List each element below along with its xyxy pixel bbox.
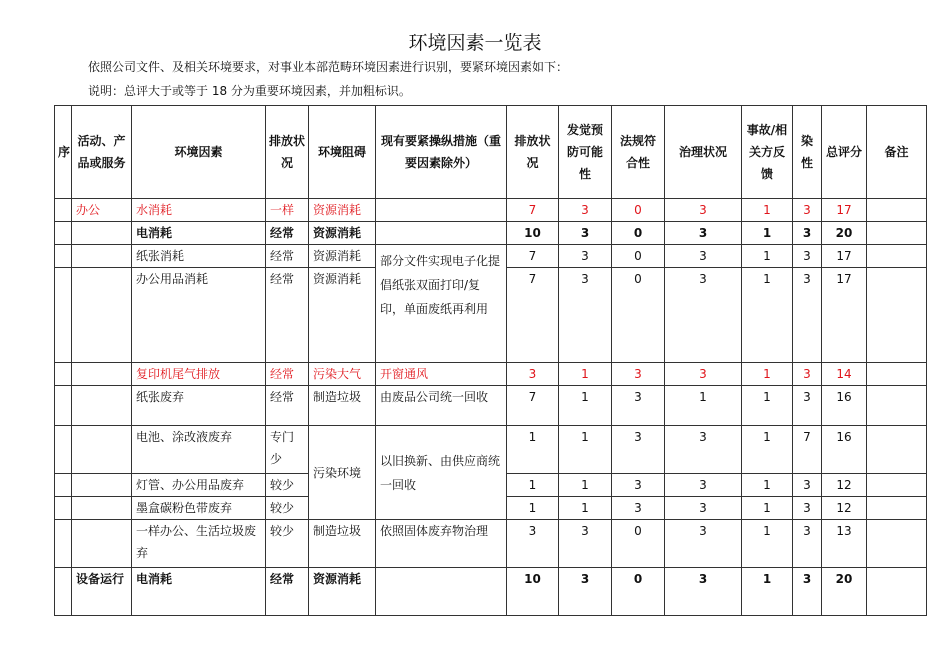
factor-cell: 电消耗 [132, 568, 266, 616]
score-cell: 20 [822, 222, 867, 245]
score-cell: 1 [559, 474, 612, 497]
score-cell: 10 [507, 568, 559, 616]
score-cell: 20 [822, 568, 867, 616]
score-cell: 3 [612, 363, 665, 386]
score-cell: 7 [507, 245, 559, 268]
impact-cell: 制造垃圾 [309, 520, 376, 568]
seq-cell [55, 245, 72, 268]
activity-cell [72, 386, 132, 426]
measure-cell [376, 568, 507, 616]
header-factor: 环境因素 [132, 106, 266, 199]
score-cell: 1 [742, 474, 793, 497]
score-cell: 1 [559, 363, 612, 386]
impact-cell: 污染大气 [309, 363, 376, 386]
header-measures: 现有要紧操纵措施（重要因素除外） [376, 106, 507, 199]
score-cell: 3 [559, 199, 612, 222]
score-cell: 1 [559, 497, 612, 520]
score-cell: 3 [793, 199, 822, 222]
factor-cell: 墨盒碳粉色带废弃 [132, 497, 266, 520]
activity-cell [72, 268, 132, 363]
score-cell: 3 [665, 199, 742, 222]
activity-cell [72, 222, 132, 245]
impact-cell: 制造垃圾 [309, 386, 376, 426]
factor-cell: 一样办公、生活垃圾废弃 [132, 520, 266, 568]
score-cell: 7 [793, 426, 822, 474]
table-row [55, 520, 927, 568]
score-cell: 3 [793, 222, 822, 245]
note-cell [867, 474, 927, 497]
score-cell: 17 [822, 245, 867, 268]
emission-cell: 经常 [266, 568, 309, 616]
activity-cell [72, 474, 132, 497]
measure-cell: 以旧换新、由供应商统一回收 [376, 426, 507, 520]
score-cell: 3 [559, 520, 612, 568]
factor-cell: 纸张消耗 [132, 245, 266, 268]
table-row [55, 386, 927, 426]
activity-cell [72, 426, 132, 474]
seq-cell [55, 222, 72, 245]
header-emission: 排放状况 [266, 106, 309, 199]
score-cell: 1 [742, 497, 793, 520]
note-cell [867, 268, 927, 363]
measure-cell [376, 199, 507, 222]
header-row [55, 106, 927, 199]
score-cell: 1 [559, 386, 612, 426]
header-note: 备注 [867, 106, 927, 199]
score-cell: 3 [665, 245, 742, 268]
activity-cell: 办公 [72, 199, 132, 222]
seq-cell [55, 268, 72, 363]
impact-cell: 资源消耗 [309, 568, 376, 616]
activity-cell [72, 363, 132, 386]
table-row [55, 568, 927, 616]
seq-cell [55, 386, 72, 426]
factor-cell: 电池、涂改液废弃 [132, 426, 266, 474]
score-cell: 3 [793, 386, 822, 426]
seq-cell [55, 199, 72, 222]
header-govern: 治理状况 [665, 106, 742, 199]
factor-cell: 复印机尾气排放 [132, 363, 266, 386]
score-cell: 1 [507, 474, 559, 497]
score-cell: 1 [742, 426, 793, 474]
note-cell [867, 199, 927, 222]
factor-cell: 水消耗 [132, 199, 266, 222]
note-cell [867, 363, 927, 386]
score-cell: 3 [612, 386, 665, 426]
activity-cell [72, 497, 132, 520]
header-emission-state: 排放状况 [507, 106, 559, 199]
score-cell: 1 [742, 386, 793, 426]
score-cell: 3 [665, 222, 742, 245]
table-row [55, 426, 927, 474]
note-cell [867, 497, 927, 520]
score-cell: 3 [612, 497, 665, 520]
score-cell: 0 [612, 222, 665, 245]
emission-cell: 经常 [266, 222, 309, 245]
score-cell: 3 [793, 268, 822, 363]
activity-cell: 设备运行 [72, 568, 132, 616]
activity-cell [72, 245, 132, 268]
emission-cell: 经常 [266, 363, 309, 386]
score-cell: 1 [742, 199, 793, 222]
score-cell: 3 [665, 497, 742, 520]
emission-cell: 经常 [266, 268, 309, 363]
score-cell: 0 [612, 199, 665, 222]
emission-cell: 专门少 [266, 426, 309, 474]
header-total: 总评分 [822, 106, 867, 199]
score-cell: 3 [559, 245, 612, 268]
emission-cell: 较少 [266, 497, 309, 520]
score-cell: 1 [742, 268, 793, 363]
score-cell: 3 [559, 268, 612, 363]
score-cell: 3 [612, 426, 665, 474]
score-cell: 3 [559, 568, 612, 616]
measure-cell: 依照固体废弃物治理 [376, 520, 507, 568]
seq-cell [55, 363, 72, 386]
score-cell: 7 [507, 199, 559, 222]
score-cell: 17 [822, 268, 867, 363]
note-cell [867, 222, 927, 245]
score-cell: 3 [793, 474, 822, 497]
page-title: 环境因素一览表 [408, 32, 542, 54]
score-cell: 3 [793, 568, 822, 616]
score-cell: 13 [822, 520, 867, 568]
measure-cell: 由废品公司统一回收 [376, 386, 507, 426]
score-cell: 12 [822, 497, 867, 520]
score-cell: 1 [742, 568, 793, 616]
score-cell: 3 [665, 426, 742, 474]
emission-cell: 较少 [266, 474, 309, 497]
score-cell: 3 [665, 520, 742, 568]
score-cell: 3 [793, 245, 822, 268]
score-cell: 1 [742, 363, 793, 386]
seq-cell [55, 497, 72, 520]
measure-cell: 部分文件实现电子化提倡纸张双面打印/复印，单面废纸再利用 [376, 245, 507, 363]
score-cell: 0 [612, 268, 665, 363]
impact-cell: 资源消耗 [309, 199, 376, 222]
note-text: 说明：总评大于或等于 18 分为重要环境因素，并加粗标识。 [88, 84, 411, 98]
environment-factor-table [54, 105, 927, 616]
seq-cell [55, 474, 72, 497]
emission-cell: 经常 [266, 386, 309, 426]
emission-cell: 经常 [266, 245, 309, 268]
score-cell: 1 [507, 497, 559, 520]
note-cell [867, 426, 927, 474]
header-accident: 事故/相关方反馈 [742, 106, 793, 199]
score-cell: 1 [507, 426, 559, 474]
note-cell [867, 386, 927, 426]
table-row [55, 245, 927, 268]
seq-cell [55, 568, 72, 616]
header-pollute: 染性 [793, 106, 822, 199]
factor-cell: 办公用品消耗 [132, 268, 266, 363]
score-cell: 0 [612, 568, 665, 616]
score-cell: 1 [742, 222, 793, 245]
score-cell: 12 [822, 474, 867, 497]
header-impact: 环境阻碍 [309, 106, 376, 199]
header-law: 法规符合性 [612, 106, 665, 199]
score-cell: 16 [822, 386, 867, 426]
score-cell: 16 [822, 426, 867, 474]
impact-cell: 资源消耗 [309, 245, 376, 268]
note-cell [867, 520, 927, 568]
score-cell: 3 [507, 363, 559, 386]
table-row [55, 363, 927, 386]
score-cell: 7 [507, 386, 559, 426]
header-seq: 序 [55, 106, 72, 199]
seq-cell [55, 520, 72, 568]
score-cell: 3 [665, 568, 742, 616]
factor-cell: 灯管、办公用品废弃 [132, 474, 266, 497]
activity-cell [72, 520, 132, 568]
score-cell: 3 [559, 222, 612, 245]
score-cell: 3 [612, 474, 665, 497]
impact-cell: 污染环境 [309, 426, 376, 520]
measure-cell [376, 222, 507, 245]
score-cell: 1 [742, 245, 793, 268]
score-cell: 0 [612, 520, 665, 568]
factor-cell: 纸张废弃 [132, 386, 266, 426]
score-cell: 17 [822, 199, 867, 222]
note-cell [867, 568, 927, 616]
note-cell [867, 245, 927, 268]
header-detect: 发觉预防可能性 [559, 106, 612, 199]
intro-text: 依照公司文件、及相关环境要求，对事业本部范畴环境因素进行识别，要紧环境因素如下： [88, 60, 569, 74]
score-cell: 3 [665, 474, 742, 497]
emission-cell: 一样 [266, 199, 309, 222]
score-cell: 10 [507, 222, 559, 245]
score-cell: 3 [665, 363, 742, 386]
score-cell: 1 [742, 520, 793, 568]
score-cell: 3 [793, 363, 822, 386]
score-cell: 3 [793, 520, 822, 568]
score-cell: 0 [612, 245, 665, 268]
emission-cell: 较少 [266, 520, 309, 568]
score-cell: 14 [822, 363, 867, 386]
table-row [55, 222, 927, 245]
score-cell: 3 [793, 497, 822, 520]
score-cell: 3 [507, 520, 559, 568]
impact-cell: 资源消耗 [309, 268, 376, 363]
table-row [55, 199, 927, 222]
seq-cell [55, 426, 72, 474]
impact-cell: 资源消耗 [309, 222, 376, 245]
score-cell: 1 [559, 426, 612, 474]
header-activity: 活动、产品或服务 [72, 106, 132, 199]
score-cell: 1 [665, 386, 742, 426]
score-cell: 7 [507, 268, 559, 363]
factor-cell: 电消耗 [132, 222, 266, 245]
score-cell: 3 [665, 268, 742, 363]
measure-cell: 开窗通风 [376, 363, 507, 386]
